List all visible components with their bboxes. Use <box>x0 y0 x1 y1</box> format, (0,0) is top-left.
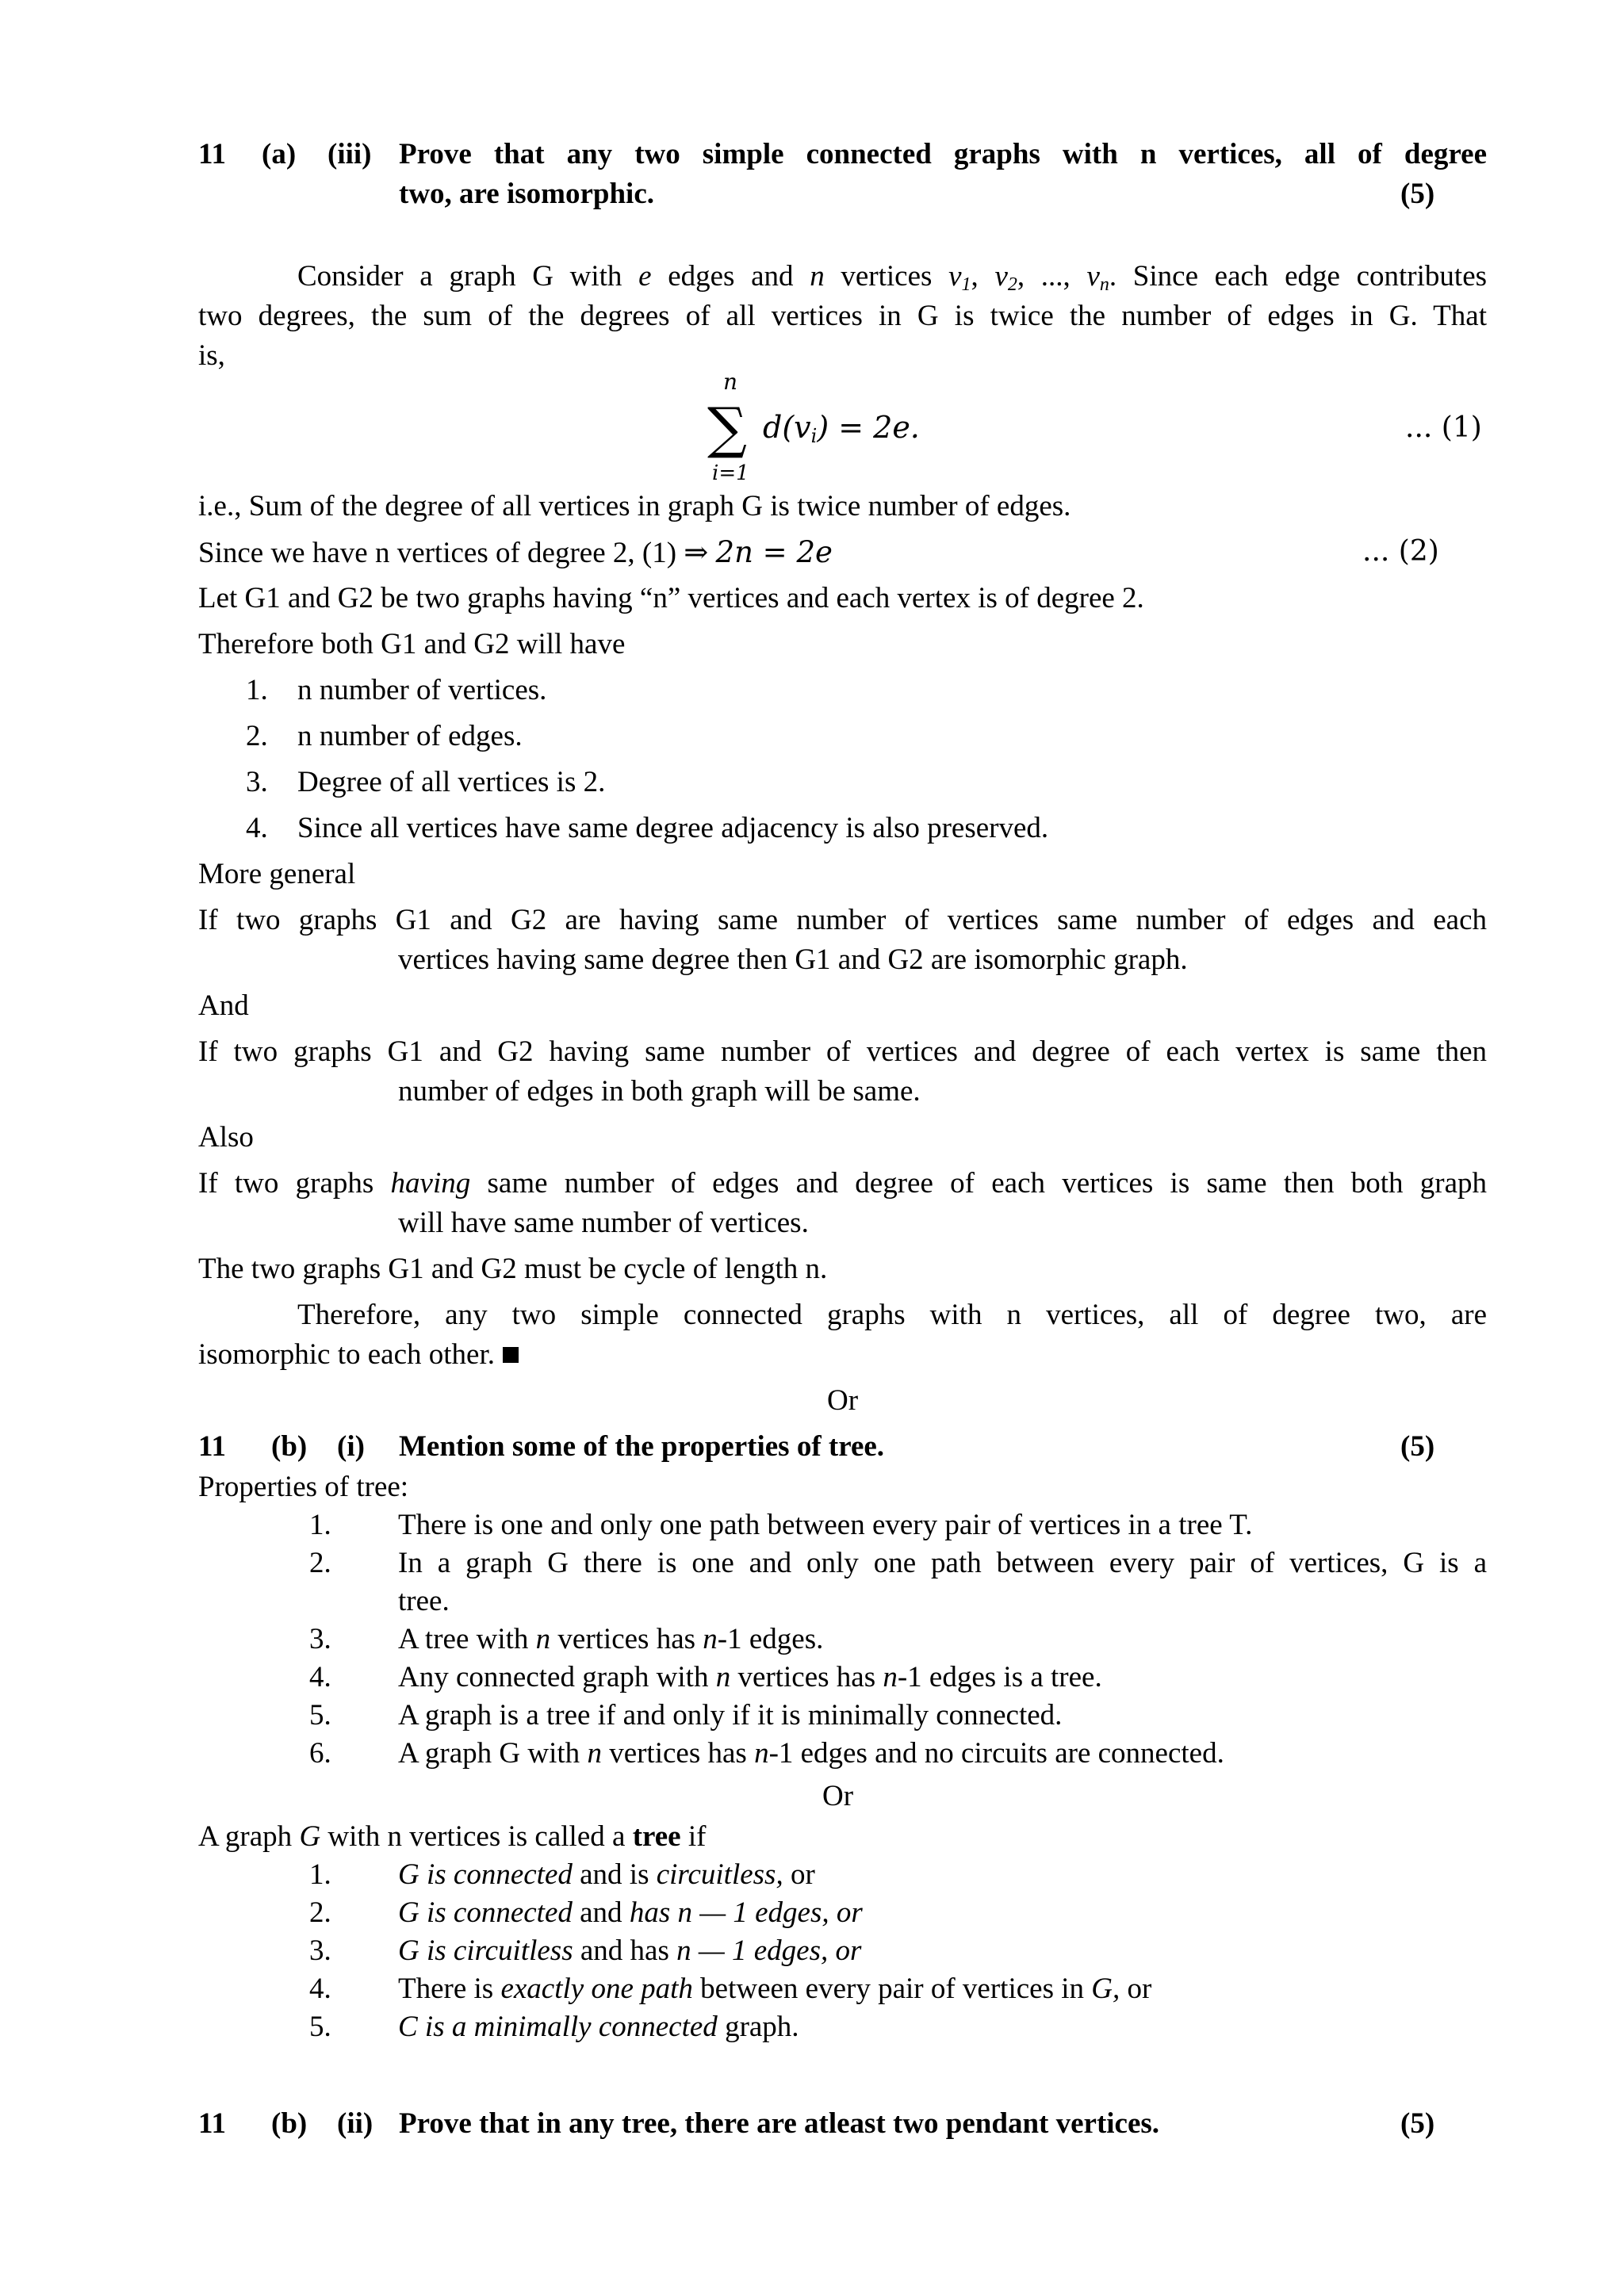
equation-1: $d(v_i) = 2e$. <box>763 410 920 447</box>
def-num: 3. <box>309 1934 331 1967</box>
prop-text: In a graph G there is one and only one path between every pair of vertices, G is a <box>398 1547 1487 1579</box>
def-text: C is a minimally connected graph. <box>398 2011 799 2043</box>
or-divider: Or <box>827 1384 859 1417</box>
def-text: There is exactly one path between every pair of vertices in G, or <box>398 1973 1152 2005</box>
cycle-line: The two graphs G1 and G2 must be cycle of length n. <box>198 1253 828 1285</box>
sum-upper-limit: n <box>723 369 738 395</box>
question-marks: (5) <box>1400 2107 1435 2140</box>
prop-num: 2. <box>309 1547 331 1579</box>
prop-num: 3. <box>309 1623 331 1655</box>
since-line: Since we have n vertices of degree 2, (1) ⇒ 2n = 2e <box>198 535 833 569</box>
def-text: G is connected and has n — 1 edges, or <box>398 1896 863 1929</box>
question-marks: (5) <box>1400 178 1435 210</box>
or-divider: Or <box>822 1780 854 1812</box>
prop-text: There is one and only one path between every pair of vertices in a tree T. <box>398 1509 1253 1541</box>
list-num-2: 2. <box>246 720 268 752</box>
def-num: 5. <box>309 2011 331 2043</box>
list-num-1: 1. <box>246 674 268 706</box>
prop-num: 5. <box>309 1699 331 1732</box>
sum-sign: ∑ <box>707 396 747 461</box>
prop-text: A graph G with n vertices has n-1 edges and no circuits are connected. <box>398 1737 1224 1770</box>
def-num: 1. <box>309 1858 331 1891</box>
more-general: More general <box>198 858 356 890</box>
question-text: Prove that in any tree, there are atleast two pendant vertices. <box>399 2107 1160 2140</box>
prop-num: 6. <box>309 1737 331 1770</box>
equation-ref-2: ... (2) <box>1362 535 1439 568</box>
prop-text-cont: tree. <box>398 1585 450 1617</box>
tree-definition: A graph G with n vertices is called a tree if <box>198 1820 707 1853</box>
question-part: (b) <box>271 2107 308 2140</box>
sum-lower-limit: i=1 <box>712 461 749 485</box>
para3-line1: If two graphs having same number of edges and degree of each vertices is same then both graph <box>198 1167 1487 1200</box>
question-text-line2: two, are isomorphic. <box>399 178 654 210</box>
qed-square-icon <box>503 1347 519 1363</box>
properties-heading: Properties of tree: <box>198 1471 409 1503</box>
para2-line2: number of edges in both graph will be same. <box>398 1075 921 1108</box>
prop-text: A tree with n vertices has n-1 edges. <box>398 1623 824 1655</box>
para3-line2: will have same number of vertices. <box>398 1207 809 1239</box>
para1-line1: If two graphs G1 and G2 are having same number of vertices same number of edges and each <box>198 904 1487 936</box>
question-subpart: (i) <box>337 1430 365 1463</box>
para2-line1: If two graphs G1 and G2 having same number of vertices and degree of each vertex is same then <box>198 1035 1487 1068</box>
intro-line3: is, <box>198 339 225 372</box>
ie-line: i.e., Sum of the degree of all vertices in graph G is twice number of edges. <box>198 490 1071 522</box>
prop-num: 1. <box>309 1509 331 1541</box>
prop-text: A graph is a tree if and only if it is minimally connected. <box>398 1699 1063 1732</box>
def-num: 4. <box>309 1973 331 2005</box>
and-line: And <box>198 989 249 1022</box>
question-number: 11 <box>198 138 226 170</box>
list-num-3: 3. <box>246 766 268 798</box>
question-marks: (5) <box>1400 1430 1435 1463</box>
list-item: n number of edges. <box>297 720 523 752</box>
question-part: (a) <box>262 138 297 170</box>
def-text: G is circuitless and has n — 1 edges, or <box>398 1934 862 1967</box>
list-item: Since all vertices have same degree adjacency is also preserved. <box>297 812 1049 844</box>
list-num-4: 4. <box>246 812 268 844</box>
prop-num: 4. <box>309 1661 331 1693</box>
therefore-line: Therefore both G1 and G2 will have <box>198 628 626 660</box>
let-line: Let G1 and G2 be two graphs having “n” vertices and each vertex is of degree 2. <box>198 582 1144 614</box>
def-num: 2. <box>309 1896 331 1929</box>
list-item: Degree of all vertices is 2. <box>297 766 606 798</box>
para1-line2: vertices having same degree then G1 and G2 are isomorphic graph. <box>398 943 1188 976</box>
question-subpart: (ii) <box>337 2107 373 2140</box>
question-number: 11 <box>198 2107 226 2140</box>
prop-text: Any connected graph with n vertices has n-1 edges is a tree. <box>398 1661 1102 1693</box>
conclusion-line1: Therefore, any two simple connected graphs with n vertices, all of degree two, are <box>297 1299 1487 1331</box>
conclusion-line2: isomorphic to each other. <box>198 1340 519 1369</box>
question-text: Mention some of the properties of tree. <box>399 1430 885 1463</box>
intro-line2: two degrees, the sum of the degrees of all vertices in G is twice the number of edges in G. That <box>198 300 1487 332</box>
def-text: G is connected and is circuitless, or <box>398 1858 815 1891</box>
also-line: Also <box>198 1121 254 1154</box>
question-number: 11 <box>198 1430 226 1463</box>
intro-line1: Consider a graph G with e edges and n vertices $v_1$, $v_2$, ..., $v_n$. Since each edge contributes <box>297 260 1488 295</box>
question-text-line1: Prove that any two simple connected graphs with n vertices, all of degree <box>399 138 1487 170</box>
question-subpart: (iii) <box>327 138 372 170</box>
question-part: (b) <box>271 1430 308 1463</box>
equation-ref-1: ... (1) <box>1405 411 1482 444</box>
list-item: n number of vertices. <box>297 674 547 706</box>
